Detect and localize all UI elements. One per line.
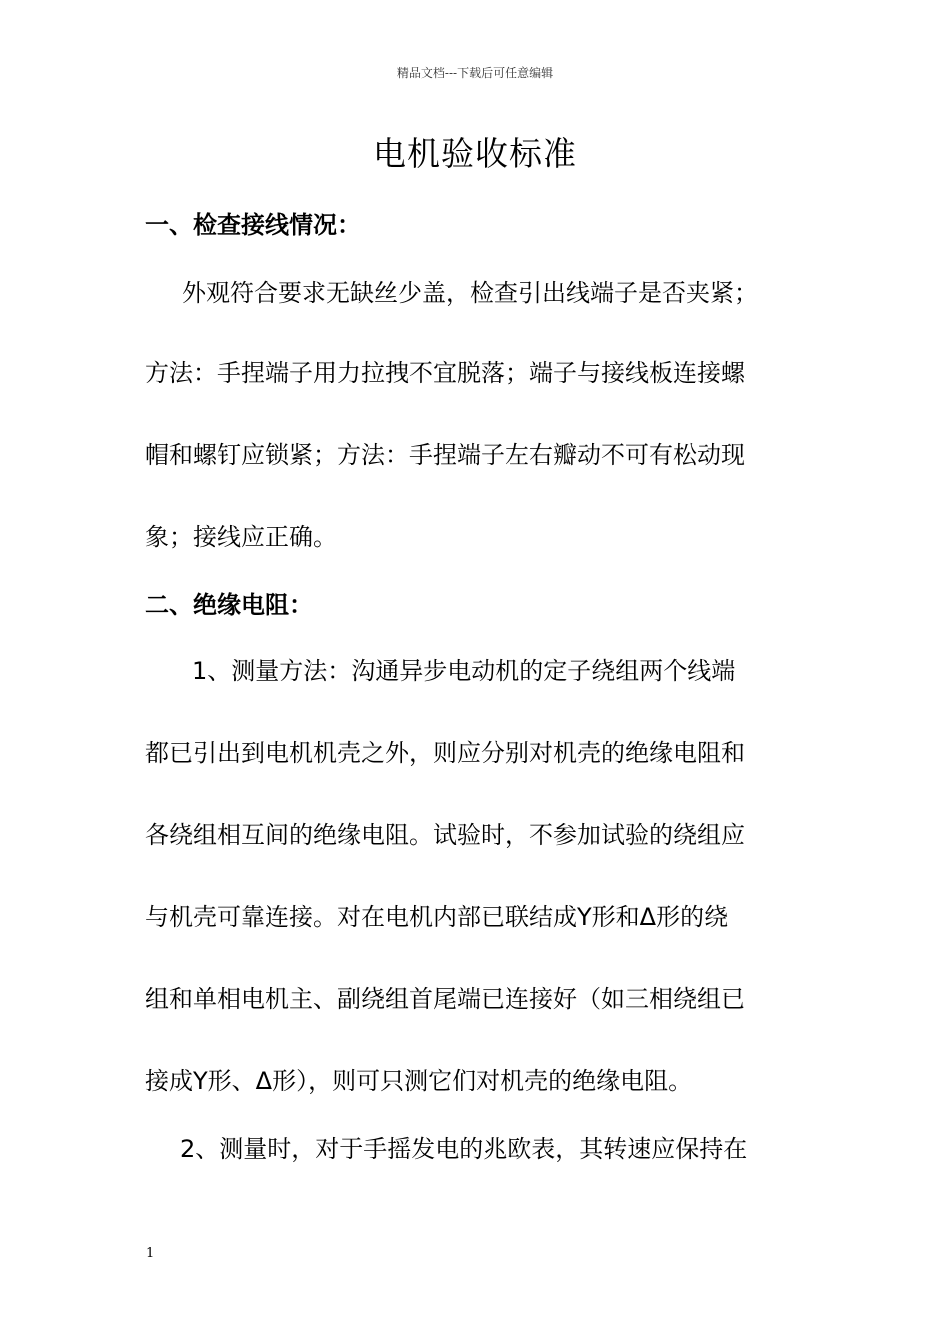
paragraph-line: 象；接线应正确。 [145,523,337,551]
document-title: 电机验收标准 [373,134,577,173]
paragraph-line: 外观符合要求无缺丝少盖，检查引出线端子是否夹紧； [182,279,758,307]
paragraph-line: 都已引出到电机机壳之外，则应分别对机壳的绝缘电阻和 [145,739,745,767]
paragraph-line: 1、测量方法：沟通异步电动机的定子绕组两个线端 [192,657,736,685]
paragraph-line: 接成Y形、Δ形），则可只测它们对机壳的绝缘电阻。 [145,1067,693,1095]
paragraph-line: 与机壳可靠连接。对在电机内部已联结成Y形和Δ形的绕 [145,903,729,931]
section-heading-insulation: 二、绝缘电阻： [145,591,313,619]
paragraph-line: 帽和螺钉应锁紧；方法：手捏端子左右瓣动不可有松动现 [145,441,745,469]
paragraph-line: 组和单相电机主、副绕组首尾端已连接好（如三相绕组已 [145,985,745,1013]
page-number: 1 [146,1246,155,1261]
paragraph-line: 方法：手捏端子用力拉拽不宜脱落；端子与接线板连接螺 [145,359,745,387]
paragraph-line: 2、测量时，对于手摇发电的兆欧表，其转速应保持在 [180,1135,748,1163]
header-note: 精品文档---下载后可任意编辑 [396,66,554,80]
section-heading-wiring: 一、检查接线情况： [145,211,361,239]
paragraph-line: 各绕组相互间的绝缘电阻。试验时，不参加试验的绕组应 [145,821,745,849]
